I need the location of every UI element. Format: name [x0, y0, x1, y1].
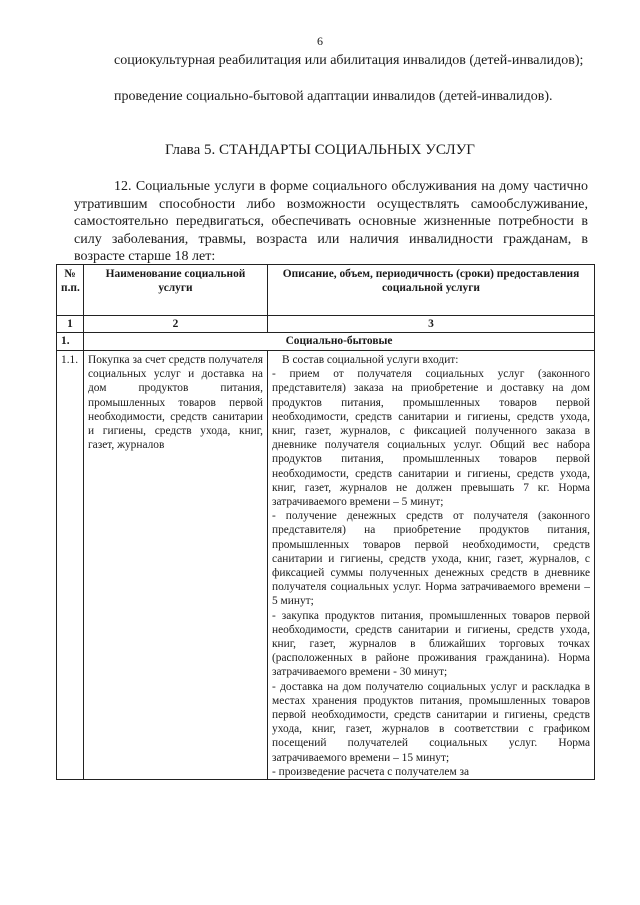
item-name: Покупка за счет средств получателя социальных услуг и доставка на дом продуктов питания, промышленных товаров первой необходимости, средств санитарии и гигиены, средств ухода, книг, газет, журналов	[84, 351, 268, 780]
chapter-title: Глава 5. СТАНДАРТЫ СОЦИАЛЬНЫХ УСЛУГ	[165, 142, 475, 158]
page-number: 6	[317, 34, 323, 48]
services-table	[56, 264, 595, 780]
description-paragraph: В состав социальной услуги входит:	[282, 354, 459, 366]
header-number: № п.п.	[57, 265, 84, 316]
column-number: 2	[84, 316, 268, 333]
header-service-description: Описание, объем, периодичность (сроки) предоставления социальной услуги	[268, 265, 595, 316]
description-paragraph: - закупка продуктов питания, промышленных товаров первой необходимости, средств санитарии и гигиены, средств ухода, книг, газет, журналов в ближайших торговых точках (расположенных в районе проживания гражданина). Норма затрачиваемого времени - 30 минут;	[272, 609, 590, 679]
intro-item-sociocultural: социокультурная реабилитация или абилитация инвалидов (детей-инвалидов);	[114, 53, 584, 68]
paragraph-12: 12. Социальные услуги в форме социального обслуживания на дому частично утратившим способности либо возможности осуществлять самообслуживание, самостоятельно передвигаться, обеспечивать основные жизненные потребности в силу заболевания, травмы, возраста или наличия инвалидности гражданам, в возрасте старше 18 лет:	[74, 179, 588, 265]
table-row	[57, 351, 595, 780]
description-paragraph: - получение денежных средств от получателя (законного представителя) на приобретение продуктов питания, промышленных товаров первой необходимости, средств санитарии и гигиены, средств ухода, книг, газет, журналов, с фиксацией суммы полученных денежных средств в дневнике получателя социальных услуг. Норма затрачиваемого времени – 5 минут;	[272, 510, 590, 608]
column-numbers-row	[57, 316, 595, 333]
column-number: 1	[57, 316, 84, 333]
section-row	[57, 333, 595, 351]
item-number: 1.1.	[57, 351, 84, 780]
description-paragraph: - прием от получателя социальных услуг (законного представителя) заказа на приобретение и доставку на дом продуктов питания, промышленных товаров первой необходимости, средств санитарии и гигиены, средств ухода, книг, газет, журналов, с фиксацией полученного заказа в дневнике получателя социальных услуг. Общий вес набора продуктов питания, промышленных товаров первой необходимости, средств санитарии и гигиены, средств ухода, книг, газет, журналов не должен превышать 7 кг. Норма затрачиваемого времени – 5 минут;	[272, 368, 590, 509]
item-description	[268, 351, 595, 780]
intro-item-social-adaptation: проведение социально-бытовой адаптации инвалидов (детей-инвалидов).	[114, 89, 553, 104]
section-title: Социально-бытовые	[84, 333, 595, 351]
header-service-name: Наименование социальной услуги	[84, 265, 268, 316]
section-number: 1.	[57, 333, 84, 351]
column-number: 3	[268, 316, 595, 333]
description-paragraph: - доставка на дом получателю социальных услуг и раскладка в местах хранения продуктов питания, промышленных товаров первой необходимости, средств санитарии и гигиены, средств ухода, книг, газет, журналов в соответствии с графиком посещений получателей социальных услуг. Норма затрачиваемого времени – 15 минут;	[272, 680, 590, 764]
table-header-row	[57, 265, 595, 316]
description-paragraph: - произведение расчета с получателем за	[272, 765, 470, 778]
